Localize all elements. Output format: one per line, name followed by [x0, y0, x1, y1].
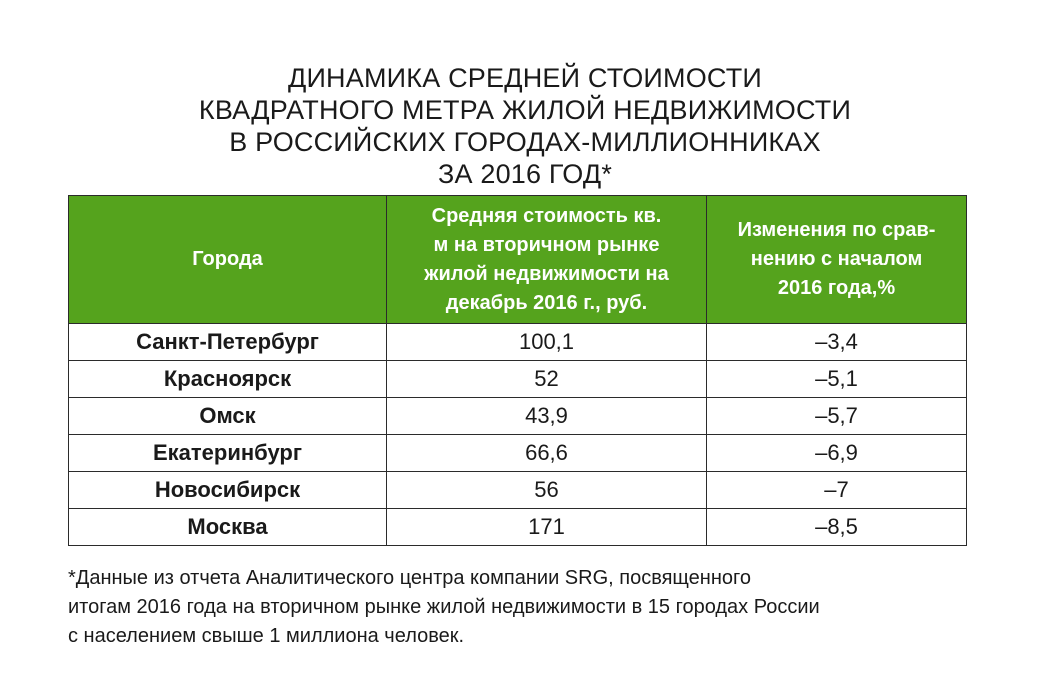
title-line: КВАДРАТНОГО МЕТРА ЖИЛОЙ НЕДВИЖИМОСТИ — [198, 95, 852, 125]
column-header-price — [387, 196, 707, 324]
city-cell: Омск — [69, 398, 387, 435]
table-row — [69, 361, 967, 398]
header-text: Изменения по срав- — [737, 219, 936, 241]
price-cell: 66,6 — [387, 435, 707, 472]
city-cell: Москва — [69, 509, 387, 546]
city-cell: Екатеринбург — [69, 435, 387, 472]
footnote-line: итогам 2016 года на вторичном рынке жилой недвижимости в 15 городах России — [68, 596, 820, 618]
city-cell: Красноярск — [69, 361, 387, 398]
table-row — [69, 324, 967, 361]
title-line: ДИНАМИКА СРЕДНЕЙ СТОИМОСТИ — [287, 63, 763, 93]
header-text: нению с началом — [750, 248, 923, 270]
table-row — [69, 472, 967, 509]
header-text: м на вторичном рынке — [433, 233, 660, 256]
footnote-line: с населением свыше 1 миллиона человек. — [68, 625, 465, 647]
table-row — [69, 435, 967, 472]
city-cell: Новосибирск — [69, 472, 387, 509]
title-line: ЗА 2016 ГОД* — [437, 159, 613, 189]
header-row — [69, 196, 967, 324]
title-line: В РОССИЙСКИХ ГОРОДАХ-МИЛЛИОННИКАХ — [229, 127, 821, 157]
header-text: декабрь 2016 г., руб. — [445, 291, 648, 314]
city-cell: Санкт-Петербург — [69, 324, 387, 361]
data-table — [68, 195, 967, 546]
change-cell: –6,9 — [707, 435, 967, 472]
change-cell: –5,7 — [707, 398, 967, 435]
header-text: Средняя стоимость кв. — [431, 204, 662, 227]
price-cell: 52 — [387, 361, 707, 398]
chart-title — [0, 62, 1050, 190]
change-cell: –7 — [707, 472, 967, 509]
change-cell: –5,1 — [707, 361, 967, 398]
column-header-change — [707, 196, 967, 324]
table-row — [69, 398, 967, 435]
footnote — [68, 564, 968, 651]
table-row — [69, 509, 967, 546]
header-text: жилой недвижимости на — [424, 262, 669, 285]
header-text: Города — [192, 248, 263, 270]
price-cell: 43,9 — [387, 398, 707, 435]
price-cell: 171 — [387, 509, 707, 546]
footnote-line: *Данные из отчета Аналитического центра компании SRG, посвященного — [68, 567, 751, 589]
change-cell: –3,4 — [707, 324, 967, 361]
column-header-city — [69, 196, 387, 324]
change-cell: –8,5 — [707, 509, 967, 546]
header-text: 2016 года,% — [777, 277, 896, 299]
price-cell: 56 — [387, 472, 707, 509]
price-cell: 100,1 — [387, 324, 707, 361]
